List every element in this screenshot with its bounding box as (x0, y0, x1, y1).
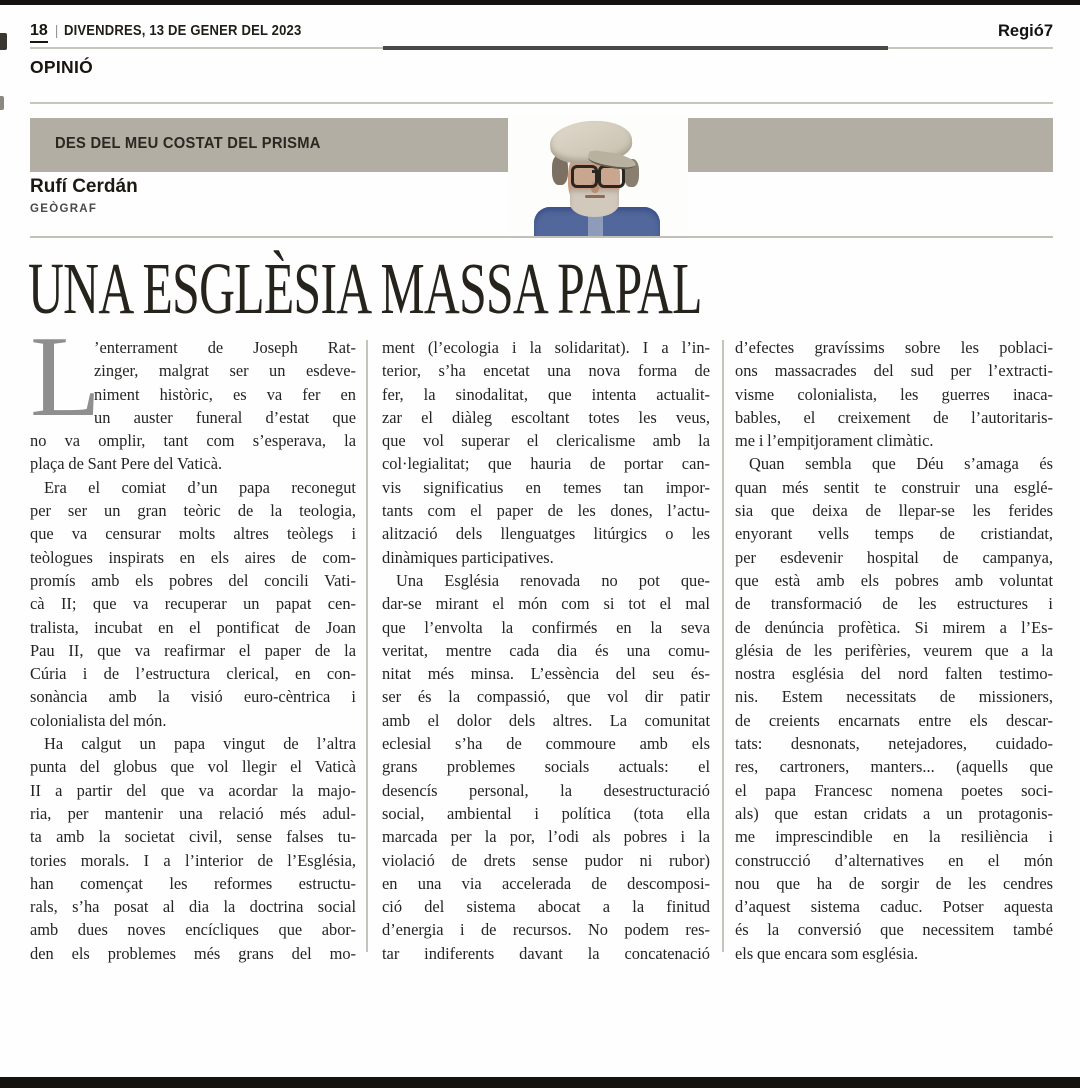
body-line: me imprescindible en la resiliència i (735, 827, 1053, 847)
body-column-3 (735, 336, 1053, 968)
body-line: punta del globus que vol llegir el Vaticà (30, 757, 356, 777)
body-line: de transformació de les estructures i (735, 594, 1053, 614)
body-line: niment històric, es va fer en (94, 384, 356, 404)
scan-edge-top (0, 0, 1080, 5)
body-line: ons massacrades del sud per l’extracti- (735, 361, 1053, 381)
column-divider (366, 340, 368, 952)
body-line: zinger, malgrat ser un esdeve- (94, 361, 356, 381)
body-line: ta amb la societat civil, sense falses tu- (30, 827, 356, 847)
body-line: colonialista del món. (30, 710, 167, 730)
body-line: res, cartroners, manters... (aquells que (735, 757, 1053, 777)
body-line: el papa Francesc nomena poetes soci- (735, 780, 1053, 800)
section-label: OPINIÓ (30, 57, 94, 77)
kicker-title: DES DEL MEU COSTAT DEL PRISMA (55, 135, 321, 152)
body-line: és la conversió que necessitem també (735, 920, 1053, 940)
body-line: tralista, incubat en el pontificat de Joan (30, 617, 356, 637)
scan-artifact (0, 96, 4, 110)
body-line: Pau II, que va reafirmar el paper de la (30, 640, 356, 660)
body-column-1 (30, 336, 356, 968)
photo-glasses-left-lens (571, 165, 598, 188)
page-header (30, 22, 1053, 44)
body-line: amb el dolor dels altres. La comunitat (382, 710, 710, 730)
body-line: zar el diàleg escoltant totes les veus, (382, 407, 710, 427)
body-line: amb dues noves encícliques que abor- (30, 920, 356, 940)
page-number: 18 (30, 22, 48, 43)
body-line: en una via accelerada de descomposi- (382, 873, 710, 893)
photo-mouth (585, 195, 605, 198)
body-line: nitat més minsa. L’essència del seu és- (382, 664, 710, 684)
body-line: Una Església renovada no pot que- (396, 570, 710, 590)
body-line: d’aquest sistema caduc. Potser aquesta (735, 897, 1053, 917)
body-line: Era el comiat d’un papa reconegut (44, 477, 356, 497)
body-line: per ser un gran teòric de la teologia, (30, 501, 356, 521)
body-line: d’efectes gravíssims sobre les poblaci- (735, 338, 1053, 357)
body-line: Ha calgut un papa vingut de l’altra (44, 734, 356, 754)
scan-artifact (0, 33, 7, 50)
author-role: GEÒGRAF (30, 203, 98, 215)
body-line: bables, el creixement de l’autoritaris- (735, 407, 1053, 427)
body-line: col·legialitat; que hauria de portar can- (382, 454, 710, 474)
author-photo (508, 115, 688, 237)
body-line: nou que ha de sorgir de les cendres (735, 873, 1053, 893)
body-line: desencís personal, la desestructuració (382, 780, 710, 800)
body-line: dinàmiques participatives. (382, 547, 554, 567)
body-line: glésia de les perifèries, veurem que a la (735, 640, 1053, 660)
body-line: ’enterrament de Joseph Rat- (94, 338, 356, 357)
body-line: fer, la sinodalitat, que intenta actualit- (382, 384, 710, 404)
body-line: den els problemes més grans del mo- (30, 943, 356, 963)
drop-cap: L (30, 336, 101, 441)
body-line: tants com el paper de les dones, l’actu- (382, 501, 710, 521)
body-line: visme colonialista, les guerres inaca- (735, 384, 1053, 404)
body-line: vis significatius en temes tan impor- (382, 477, 710, 497)
body-line: de creients encarnats entre els descar- (735, 710, 1053, 730)
body-line: II a partir del que va acordar la majo- (30, 780, 356, 800)
body-line: que va censurar molts altres teòlegs i (30, 524, 356, 544)
body-line: ment (l’ecologia i la solidaritat). I a l’in- (382, 338, 710, 357)
body-line: nis. Estem necessitats de missioners, (735, 687, 1053, 707)
body-line: que l’envolta la confirmés en la seva (382, 617, 710, 637)
photo-glasses-bridge (592, 170, 599, 173)
column-divider (722, 340, 724, 952)
body-line: terior, s’ha encetat una nova forma de (382, 361, 710, 381)
body-line: me i l’empitjorament climàtic. (735, 431, 934, 451)
body-line: ria, per mantenir una relació més adul- (30, 803, 356, 823)
author-name: Rufí Cerdán (30, 176, 138, 197)
body-line: cà II; que va recuperar un papat cen- (30, 594, 356, 614)
body-line: tar indiferents davant la concatenació (382, 943, 710, 963)
body-line: sonància amb la visió euro-cèntrica i (30, 687, 356, 707)
masthead-logo: Regió7 (997, 22, 1053, 40)
photo-beard (570, 189, 619, 217)
body-line: nostra església del nord falten testimo- (735, 664, 1053, 684)
header-separator: | (54, 22, 59, 38)
body-line: quan més sentit te construir una esglé- (735, 477, 1053, 497)
body-line: eclesial s’ha de commoure amb els (382, 734, 710, 754)
body-line: plaça de Sant Pere del Vaticà. (30, 454, 223, 474)
byline-rule (30, 236, 1053, 238)
body-line: que vol superar el clericalisme amb la (382, 431, 710, 451)
body-line: construcció d’alternatives en el món (735, 850, 1053, 870)
body-line: dar-se mirant el món com si tot el mal (382, 594, 710, 614)
body-line: sia que deixa de llepar-se les ferides (735, 501, 1053, 521)
body-line: rals, s’ha posat al dia la doctrina social (30, 897, 356, 917)
body-line: els que encara som església. (735, 943, 919, 963)
body-line: per esdevenir hospital de campanya, (735, 547, 1053, 567)
article-headline: UNA ESGLÈSIA MASSA PAPAL (28, 248, 702, 329)
body-line: Quan sembla que Déu s’amaga és (749, 454, 1053, 474)
body-line: un auster funeral d’estat que (94, 407, 356, 427)
body-line: han començat les reformes estructu- (30, 873, 356, 893)
body-line: ció del sistema abocat a la finitud (382, 897, 710, 917)
body-line: Cúria i de l’estructura clerical, en con- (30, 664, 356, 684)
body-line: enyorant vells temps de cristiandat, (735, 524, 1053, 544)
body-line: veritat, mentre cada dia és una comu- (382, 640, 710, 660)
body-line: d’energia i de recursos. No podem res- (382, 920, 710, 940)
body-line: promís amb els pobres del concili Vati- (30, 570, 356, 590)
body-line: alització dels llenguatges litúrgics o les (382, 524, 710, 544)
body-line: tories morals. I a l’interior de l’Església, (30, 850, 356, 870)
body-line: marcada per la por, l’odi als pobres i la (382, 827, 710, 847)
header-rule-accent (383, 46, 888, 50)
scan-edge-bottom (0, 1077, 1080, 1088)
body-line: que està amb els pobres amb voluntat (735, 570, 1053, 590)
body-line: teòlogues inspirats en els aires de com- (30, 547, 356, 567)
body-line: ser és la compassió, que vol dir patir (382, 687, 710, 707)
body-line: als) que estan cridats a un protagonis- (735, 803, 1053, 823)
body-line: de denúncia profètica. Si mirem a l’Es- (735, 617, 1053, 637)
body-column-2 (382, 336, 710, 968)
body-line: grans problemes socials actuals: el (382, 757, 710, 777)
section-rule (30, 102, 1053, 104)
body-line: tats: desnonats, netejadores, cuidado- (735, 734, 1053, 754)
body-line: no va omplir, tant com s’esperava, la (30, 431, 356, 451)
date-line: DIVENDRES, 13 DE GENER DEL 2023 (64, 23, 302, 39)
body-line: violació de drets sense pudor ni rubor) (382, 850, 710, 870)
body-line: social, ambiental i política (tota ella (382, 803, 710, 823)
